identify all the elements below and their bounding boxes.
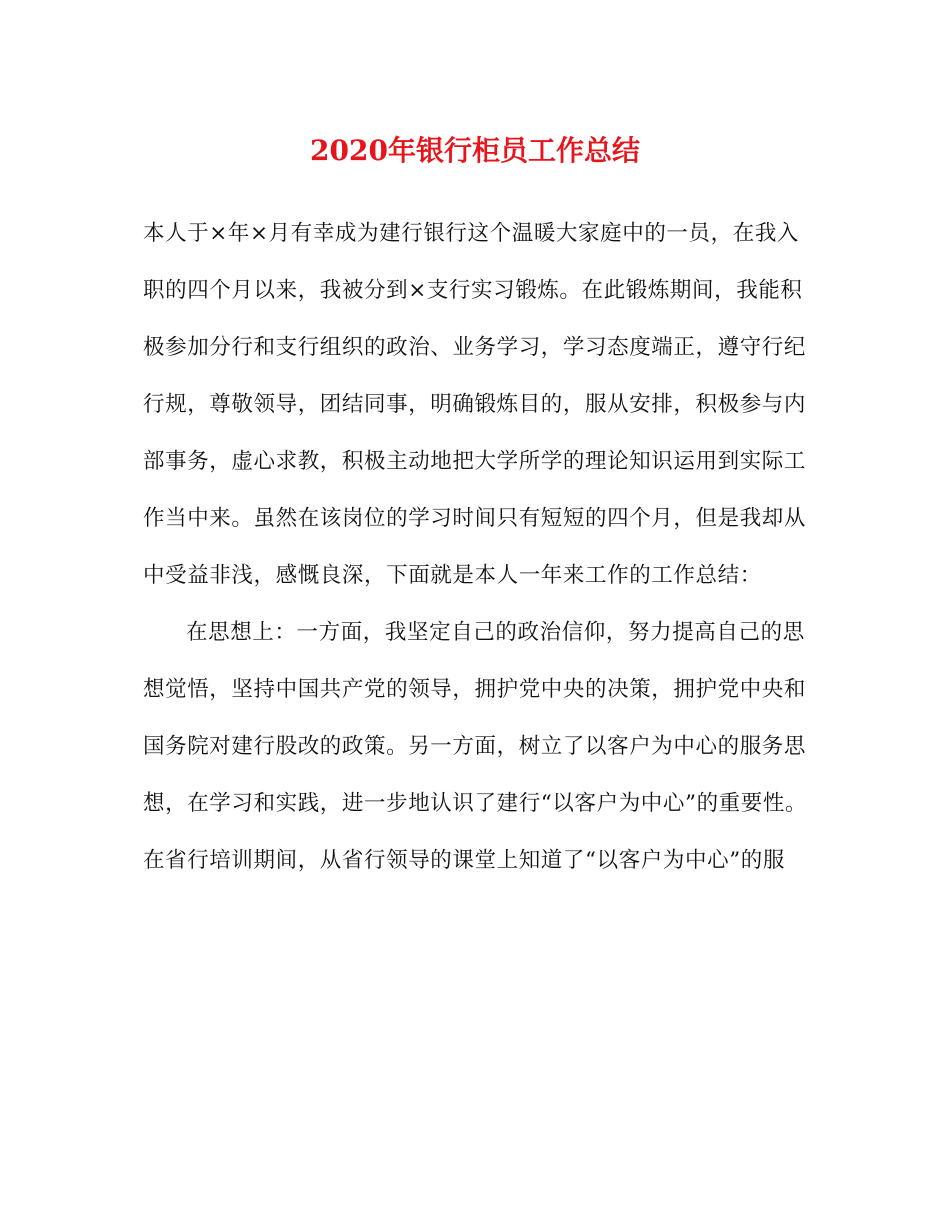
body-line: 中受益非浅，感慨良深，下面就是本人一年来工作的工作总结： xyxy=(143,563,762,588)
document-title: 2020年银行柜员工作总结 xyxy=(310,134,640,167)
body-line: 本人于×年×月有幸成为建行银行这个温暖大家庭中的一员，在我入 xyxy=(143,221,800,246)
body-line: 在省行培训期间，从省行领导的课堂上知道了“以客户为中心”的服 xyxy=(143,848,785,873)
body-line: 想，在学习和实践，进一步地认识了建行“以客户为中心”的重要性。 xyxy=(143,791,808,816)
paragraph-start-line: 在思想上：一方面，我坚定自己的政治信仰，努力提高自己的思 xyxy=(186,620,805,645)
body-line: 国务院对建行股改的政策。另一方面，树立了以客户为中心的服务思 xyxy=(143,734,807,759)
body-line: 想觉悟，坚持中国共产党的领导，拥护党中央的决策，拥护党中央和 xyxy=(143,677,807,702)
body-line: 职的四个月以来，我被分到×支行实习锻炼。在此锻炼期间，我能积 xyxy=(143,278,803,303)
document-body xyxy=(143,214,823,898)
body-line: 部事务，虚心求教，积极主动地把大学所学的理论知识运用到实际工 xyxy=(143,449,807,474)
body-line: 作当中来。虽然在该岗位的学习时间只有短短的四个月，但是我却从 xyxy=(143,506,807,531)
body-line: 行规，尊敬领导，团结同事，明确锻炼目的，服从安排，积极参与内 xyxy=(143,392,807,417)
body-line: 极参加分行和支行组织的政治、业务学习，学习态度端正，遵守行纪 xyxy=(143,335,807,360)
